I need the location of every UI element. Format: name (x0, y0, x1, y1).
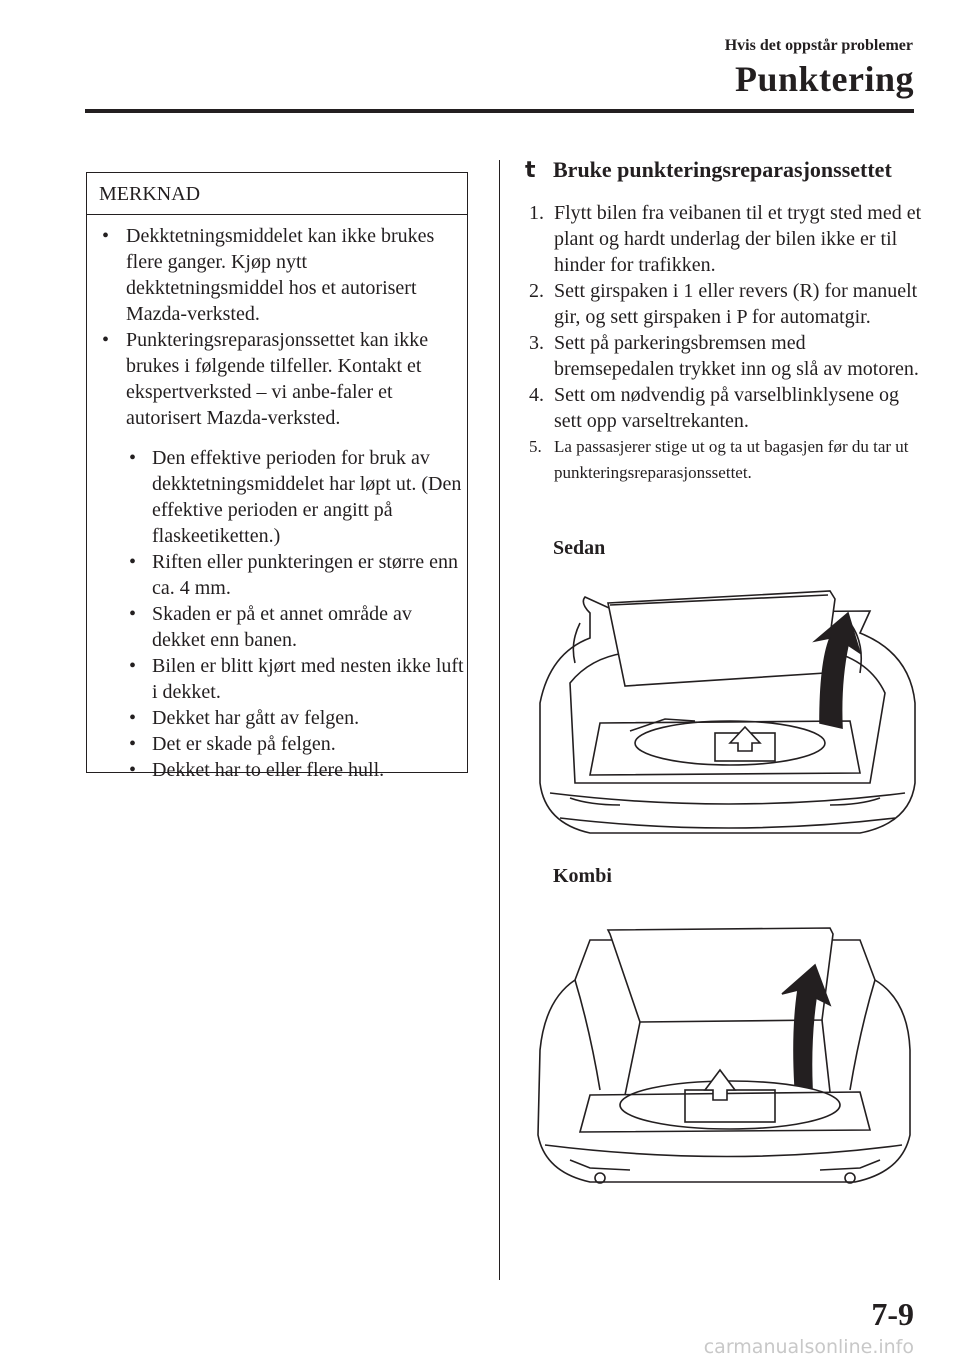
step-item: 1. Flytt bilen fra veibanen til et trygt sted med et plant og hardt underlag der bilen ikke er til hinder for trafikken. (529, 202, 922, 276)
running-header-chapter: Hvis det oppstår problemer (724, 37, 913, 54)
note-sub-bullet: • Skaden er på et annet område av dekket enn banen. (129, 603, 412, 651)
note-body (87, 223, 467, 783)
watermark: carmanualsonline.info (703, 1336, 914, 1358)
kombi-label: Kombi (553, 865, 612, 887)
page-number: 7-9 (871, 1296, 914, 1332)
note-sub-bullet: • Det er skade på felgen. (129, 733, 336, 755)
sedan-label: Sedan (553, 537, 606, 559)
section-heading-text: Bruke punkteringsreparasjonssettet (553, 157, 892, 182)
note-sub-bullet: • Den effektive perioden for bruk av dekktetningsmiddelet har løpt ut. (Den effektive perioden er angitt på flaskeetiketten.) (129, 447, 462, 547)
kombi-trunk-illustration (530, 920, 915, 1195)
step-item: 3. Sett på parkeringsbremsen med bremsepedalen trykket inn og slå av motoren. (529, 332, 919, 380)
column-divider (499, 160, 500, 1280)
steps-list (529, 200, 929, 486)
note-box (86, 172, 468, 781)
note-heading: MERKNAD (99, 183, 201, 205)
note-bullet: • Dekktetningsmiddelet kan ikke brukes flere ganger. Kjøp nytt dekktetningsmiddel hos et autorisert Mazda-verksted. (102, 225, 435, 325)
step-item: 5. La passasjerer stige ut og ta ut bagasjen før du tar ut punkteringsreparasjonssettet. (529, 437, 909, 482)
page-title: Punktering (734, 59, 914, 99)
step-item: 2. Sett girspaken i 1 eller revers (R) for manuelt gir, og sett girspaken i P for automatgir. (529, 280, 918, 328)
note-sub-bullet: • Dekket har to eller flere hull. (129, 759, 385, 781)
note-sub-bullet: • Dekket har gått av felgen. (129, 707, 360, 729)
note-heading-rule (87, 214, 467, 215)
note-sub-bullet: • Bilen er blitt kjørt med nesten ikke luft i dekket. (129, 655, 464, 703)
header-rule (85, 109, 914, 113)
note-sub-bullet: • Riften eller punkteringen er større enn ca. 4 mm. (129, 551, 458, 599)
section-heading (525, 157, 892, 183)
step-item: 4. Sett om nødvendig på varselblinklysene og sett opp varseltrekanten. (529, 384, 899, 432)
sedan-trunk-illustration (530, 583, 920, 845)
note-bullet: • Punkteringsreparasjonssettet kan ikke brukes i følgende tilfeller. Kontakt et ekspertverksted – vi anbe-faler et autorisert Mazda-verksted. (102, 329, 429, 429)
section-marker-icon: t (525, 158, 536, 183)
